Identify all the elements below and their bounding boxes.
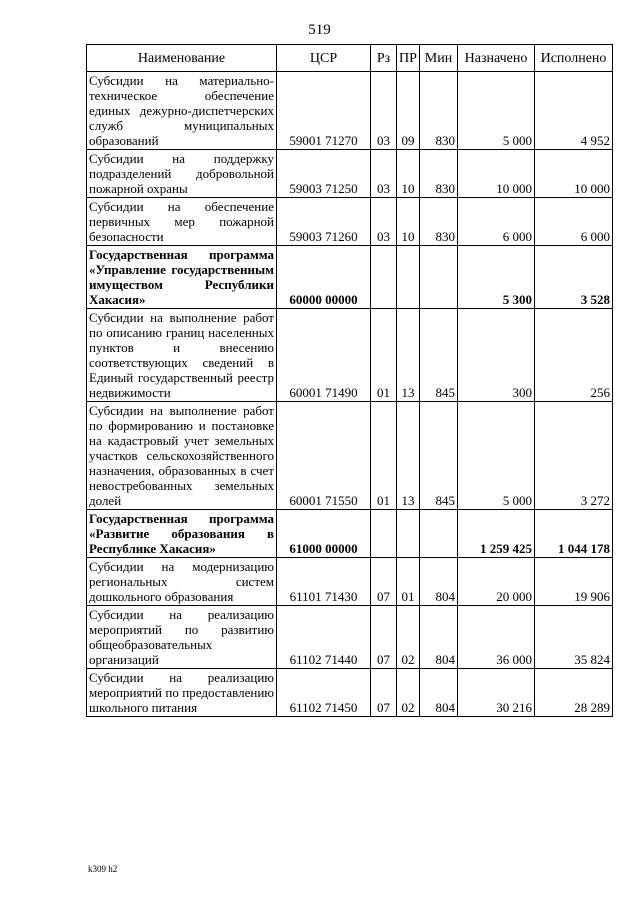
row-executed: 3 528	[535, 246, 613, 309]
row-min: 804	[420, 558, 458, 606]
row-csr: 61102 71450	[277, 669, 371, 717]
row-min: 830	[420, 72, 458, 150]
row-name: Субсидии на поддержку подразделений добровольной пожарной охраны	[87, 150, 277, 198]
row-csr: 61102 71440	[277, 606, 371, 669]
row-rz: 07	[371, 669, 397, 717]
row-min	[420, 246, 458, 309]
row-rz	[371, 510, 397, 558]
row-min	[420, 510, 458, 558]
row-csr: 60001 71490	[277, 309, 371, 402]
row-csr: 59003 71260	[277, 198, 371, 246]
row-pr	[397, 246, 420, 309]
row-assigned: 30 216	[458, 669, 535, 717]
budget-table	[86, 44, 613, 717]
table-row	[87, 402, 613, 510]
row-name: Субсидии на выполнение работ по описанию границ населенных пунктов и внесению соответствующих сведений в Единый государственный реестр недвижимости	[87, 309, 277, 402]
row-rz: 07	[371, 606, 397, 669]
row-rz: 01	[371, 402, 397, 510]
header-assigned: Назначено	[458, 45, 535, 72]
row-rz: 07	[371, 558, 397, 606]
row-executed: 3 272	[535, 402, 613, 510]
row-min: 804	[420, 669, 458, 717]
footer-code: k309 h2	[88, 864, 118, 874]
row-pr: 13	[397, 309, 420, 402]
row-executed: 256	[535, 309, 613, 402]
row-min: 804	[420, 606, 458, 669]
row-pr: 01	[397, 558, 420, 606]
row-pr: 10	[397, 150, 420, 198]
row-rz: 03	[371, 198, 397, 246]
program-row	[87, 246, 613, 309]
table-row	[87, 150, 613, 198]
header-row	[87, 45, 613, 72]
row-executed: 6 000	[535, 198, 613, 246]
program-row	[87, 510, 613, 558]
header-executed: Исполнено	[535, 45, 613, 72]
table-row	[87, 198, 613, 246]
row-min: 845	[420, 309, 458, 402]
header-min: Мин	[420, 45, 458, 72]
row-pr: 02	[397, 606, 420, 669]
row-rz: 03	[371, 72, 397, 150]
row-name: Субсидии на реализацию мероприятий по развитию общеобразовательных организаций	[87, 606, 277, 669]
row-min: 830	[420, 198, 458, 246]
row-csr: 59003 71250	[277, 150, 371, 198]
table-row	[87, 669, 613, 717]
row-min: 830	[420, 150, 458, 198]
row-rz: 01	[371, 309, 397, 402]
row-name: Государственная программа «Развитие образования в Республике Хакасия»	[87, 510, 277, 558]
page-number: 519	[308, 22, 331, 38]
row-rz: 03	[371, 150, 397, 198]
row-executed: 1 044 178	[535, 510, 613, 558]
row-csr: 60000 00000	[277, 246, 371, 309]
table-row	[87, 606, 613, 669]
row-name: Субсидии на материально-техническое обеспечение единых дежурно-диспетчерских служб муниципальных образований	[87, 72, 277, 150]
row-pr: 10	[397, 198, 420, 246]
row-name: Субсидии на выполнение работ по формированию и постановке на кадастровый учет земельных участков сельскохозяйственного назначения, образованных в счет невостребованных земельных долей	[87, 402, 277, 510]
row-pr: 09	[397, 72, 420, 150]
row-name: Субсидии на обеспечение первичных мер пожарной безопасности	[87, 198, 277, 246]
row-pr	[397, 510, 420, 558]
row-csr: 61000 00000	[277, 510, 371, 558]
row-min: 845	[420, 402, 458, 510]
table-row	[87, 558, 613, 606]
row-assigned: 5 000	[458, 72, 535, 150]
row-pr: 02	[397, 669, 420, 717]
row-assigned: 10 000	[458, 150, 535, 198]
header-pr: ПР	[397, 45, 420, 72]
row-assigned: 20 000	[458, 558, 535, 606]
header-csr: ЦСР	[277, 45, 371, 72]
row-assigned: 6 000	[458, 198, 535, 246]
row-executed: 19 906	[535, 558, 613, 606]
row-csr: 60001 71550	[277, 402, 371, 510]
row-assigned: 300	[458, 309, 535, 402]
table-row	[87, 309, 613, 402]
row-name: Государственная программа «Управление государственным имуществом Республики Хакасия»	[87, 246, 277, 309]
row-assigned: 1 259 425	[458, 510, 535, 558]
row-assigned: 5 000	[458, 402, 535, 510]
row-rz	[371, 246, 397, 309]
table-row	[87, 72, 613, 150]
row-executed: 4 952	[535, 72, 613, 150]
row-name: Субсидии на реализацию мероприятий по предоставлению школьного питания	[87, 669, 277, 717]
row-csr: 59001 71270	[277, 72, 371, 150]
header-rz: Рз	[371, 45, 397, 72]
row-csr: 61101 71430	[277, 558, 371, 606]
row-executed: 10 000	[535, 150, 613, 198]
row-name: Субсидии на модернизацию региональных систем дошкольного образования	[87, 558, 277, 606]
row-assigned: 36 000	[458, 606, 535, 669]
header-name: Наименование	[87, 45, 277, 72]
row-assigned: 5 300	[458, 246, 535, 309]
row-pr: 13	[397, 402, 420, 510]
row-executed: 35 824	[535, 606, 613, 669]
row-executed: 28 289	[535, 669, 613, 717]
